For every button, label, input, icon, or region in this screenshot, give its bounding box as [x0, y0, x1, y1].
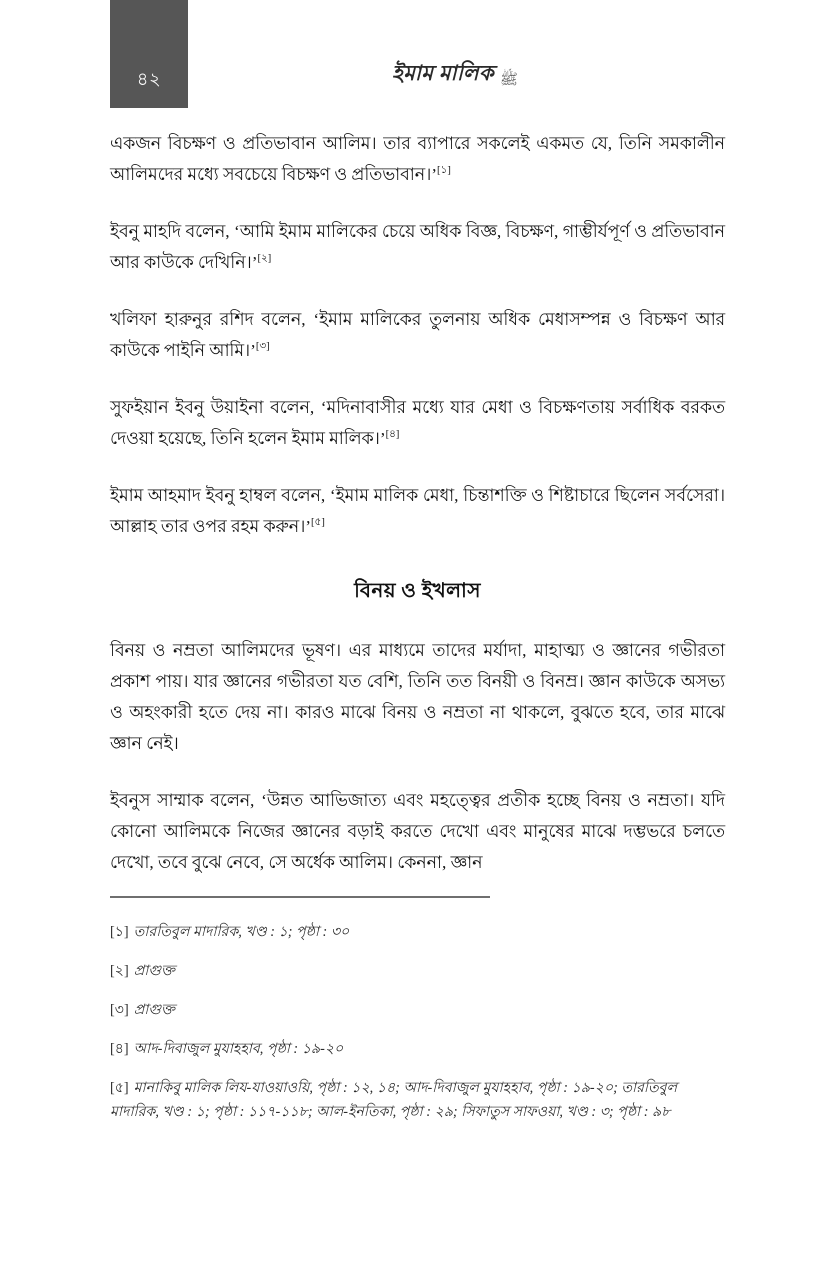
paragraph-text: খলিফা হারুনুর রশিদ বলেন, ‘ইমাম মালিকের তুলনায় অধিক মেধাসম্পন্ন ও বিচক্ষণ আর কাউকে পাইনি আমি।’: [110, 310, 725, 360]
footnote-marker: [৫]: [110, 1080, 129, 1096]
footnote-item: [110, 1076, 725, 1124]
body-paragraph: [110, 785, 725, 878]
footnote-marker: [২]: [110, 963, 129, 979]
footnote-item: [110, 920, 725, 944]
footnote-text: প্রাগুক্ত: [133, 1002, 175, 1018]
footnote-item: [110, 959, 725, 983]
paragraph-text: সুফইয়ান ইবনু উয়াইনা বলেন, ‘মদিনাবাসীর মধ্যে যার মেধা ও বিচক্ষণতায় সর্বাধিক বরকত দেওয়া হয়েছে, তিনি হলেন ইমাম মালিক।’: [110, 398, 725, 448]
body-content: [110, 128, 725, 878]
footnote-reference[interactable]: [২]: [257, 253, 272, 265]
footnote-item: [110, 1037, 725, 1061]
footnote-separator-rule: [110, 896, 490, 898]
footnote-text: আদ-দিবাজুল মুযাহহাব, পৃষ্ঠা : ১৯-২০: [133, 1041, 344, 1057]
body-paragraph: [110, 480, 725, 542]
folio-block: [110, 0, 188, 108]
footnote-reference[interactable]: [৫]: [311, 517, 325, 529]
footnotes-section: [110, 896, 725, 1124]
footnote-marker: [৩]: [110, 1002, 129, 1018]
footnote-item: [110, 998, 725, 1022]
section-heading: বিনয় ও ইখলাস: [354, 580, 481, 602]
page-header: [0, 0, 822, 110]
footnote-text: মানাকিবু মালিক লিয-যাওয়াওয়ি, পৃষ্ঠা : ১২, ১৪; আদ-দিবাজুল মুযাহহাব, পৃষ্ঠা : ১৯-২০; তারতিবুল মাদারিক, খণ্ড : ১; পৃষ্ঠা : ১১৭-১১৮; আল-ইনতিকা, পৃষ্ঠা : ২৯; সিফাতুস সাফওয়া, খণ্ড : ৩; পৃষ্ঠা : ৯৮: [110, 1080, 678, 1120]
paragraph-text: ইমাম আহমাদ ইবনু হাম্বল বলেন, ‘ইমাম মালিক মেধা, চিন্তাশক্তি ও শিষ্টাচারে ছিলেন সর্বসেরা। আল্লাহ তার ওপর রহম করুন।’: [110, 486, 725, 536]
body-paragraph: [110, 304, 725, 366]
page-number: ৪২: [136, 69, 162, 89]
running-head-title: ইমাম মালিক: [392, 61, 494, 85]
body-paragraph: [110, 128, 725, 190]
paragraph-text: বিনয় ও নম্রতা আলিমদের ভূষণ। এর মাধ্যমে তাদের মর্যাদা, মাহাত্ম্য ও জ্ঞানের গভীরতা প্রকাশ পায়। যার জ্ঞানের গভীরতা যত বেশি, তিনি তত বিনয়ী ও বিনম্র। জ্ঞান কাউকে অসভ্য ও অহংকারী হতে দেয় না। কারও মাঝে বিনয় ও নম্রতা না থাকলে, বুঝতে হবে, তার মাঝে জ্ঞান নেই।: [110, 641, 725, 753]
footnote-marker: [১]: [110, 924, 129, 940]
running-head: [188, 0, 722, 108]
footnote-text: তারতিবুল মাদারিক, খণ্ড : ১; পৃষ্ঠা : ৩০: [133, 924, 350, 940]
paragraph-text: ইবনু মাহদি বলেন, ‘আমি ইমাম মালিকের চেয়ে অধিক বিজ্ঞ, বিচক্ষণ, গাম্ভীর্যপূর্ণ ও প্রতিভাবান আর কাউকে দেখিনি।’: [110, 222, 725, 272]
footnote-text: প্রাগুক্ত: [133, 963, 175, 979]
footnote-reference[interactable]: [৪]: [385, 429, 400, 441]
honorific-glyph-icon: ﷺ: [499, 70, 518, 88]
body-paragraph: [110, 216, 725, 278]
body-paragraph: [110, 392, 725, 454]
paragraph-text: ইবনুস সাম্মাক বলেন, ‘উন্নত আভিজাত্য এবং মহত্ত্বের প্রতীক হচ্ছে বিনয় ও নম্রতা। যদি কোনো আলিমকে নিজের জ্ঞানের বড়াই করতে দেখো এবং মানুষের মাঝে দম্ভভরে চলতে দেখো, তবে বুঝে নেবে, সে অর্ধেক আলিম। কেননা, জ্ঞান: [110, 791, 725, 872]
footnote-reference[interactable]: [৩]: [255, 341, 270, 353]
footnote-reference[interactable]: [১]: [437, 165, 451, 177]
body-paragraph: [110, 635, 725, 759]
footnote-marker: [৪]: [110, 1041, 129, 1057]
paragraph-text: একজন বিচক্ষণ ও প্রতিভাবান আলিম। তার ব্যাপারে সকলেই একমত যে, তিনি সমকালীন আলিমদের মধ্যে সবচেয়ে বিচক্ষণ ও প্রতিভাবান।’: [110, 134, 725, 184]
